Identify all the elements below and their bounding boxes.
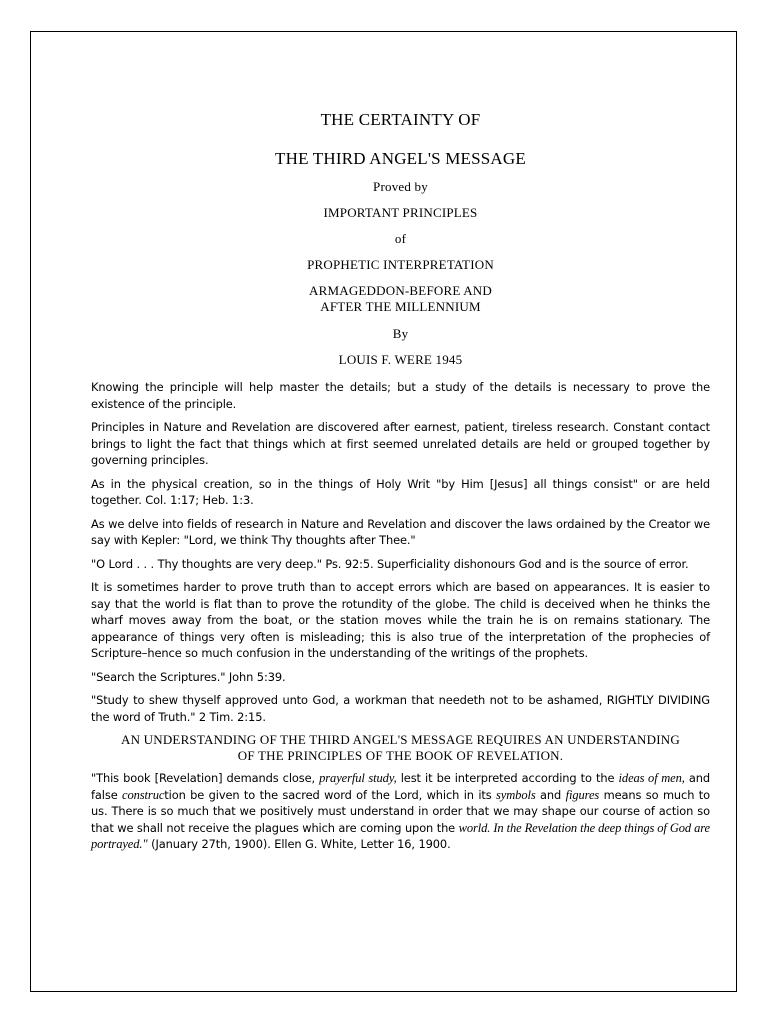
quote-citation: (January 27th, 1900). Ellen G. White, Letter 16, 1900. — [147, 837, 451, 851]
quote-text: "This book [Revelation] demands close, — [91, 771, 320, 785]
quote-italic: prayerful study, — [319, 771, 397, 785]
proved-by: Proved by — [373, 179, 428, 194]
byline-by: By — [392, 326, 409, 341]
document-content — [91, 110, 710, 860]
subtitle-armageddon — [91, 283, 710, 315]
section-heading — [91, 732, 710, 764]
paragraph: "Study to shew thyself approved unto God, a workman that needeth not to be ashamed, RIGHTLY DIVIDING the word of Truth." 2 Tim. 2:15. — [91, 693, 710, 724]
title-line-2: THE THIRD ANGEL'S MESSAGE — [275, 149, 526, 168]
quote-italic: construc — [122, 787, 165, 802]
quote-text: means so much to us. There is so much that we posi — [91, 787, 711, 818]
ellen-white-quote — [91, 770, 710, 853]
quote-text: tively must understand — [282, 804, 415, 818]
title-line-1: THE CERTAINTY OF — [320, 110, 481, 129]
subtitle-prophetic: PROPHETIC INTERPRETATION — [307, 257, 494, 272]
paragraph: "Search the Scriptures." John 5:39. — [91, 669, 286, 684]
section-heading-line-1: AN UNDERSTANDING OF THE THIRD ANGEL'S MESSAGE REQUIRES AN UNDERSTANDING — [121, 732, 680, 747]
page-border — [30, 31, 737, 992]
quote-italic: ideas of men, — [618, 771, 685, 785]
quote-text: and false — [91, 771, 710, 802]
quote-italic: figures — [565, 787, 600, 802]
paragraph: Principles in Nature and Revelation are discovered after earnest, patient, tireless research. Constant contact brings to light the fact that things which at first seemed unrelated details are held or grouped together by governing principles. — [91, 420, 710, 467]
subtitle-principles: IMPORTANT PRINCIPLES — [323, 205, 478, 220]
paragraph: As in the physical creation, so in the things of Holy Writ "by Him [Jesus] all things consist" or are held together. Col. 1:17; Heb. 1:3. — [91, 476, 710, 507]
author: LOUIS F. WERE 1945 — [338, 352, 463, 367]
quote-text: in order that we may shape our course of action so that we shall not receive the plagues which are coming upon the — [91, 804, 711, 835]
section-heading-line-2: OF THE PRINCIPLES OF THE BOOK OF REVELATION. — [237, 748, 564, 763]
quote-italic: world. In the Revelation the deep things of God are portrayed." — [91, 820, 710, 851]
paragraph: As we delve into fields of research in Nature and Revelation and discover the laws ordained by the Creator we say with Kepler: "Lord, we think Thy thoughts after Thee." — [91, 516, 710, 547]
subtitle-of: of — [394, 231, 407, 246]
subtitle-armageddon-line-2: AFTER THE MILLENNIUM — [320, 299, 481, 314]
paragraph: "O Lord . . . Thy thoughts are very deep." Ps. 92:5. Superficiality dishonours God and is the source of error. — [91, 556, 689, 571]
subtitle-armageddon-line-1: ARMAGEDDON-BEFORE AND — [309, 283, 492, 298]
quote-italic: symbols — [496, 787, 536, 802]
quote-text: tion be given to the sacred word of the Lord, which in its — [164, 787, 497, 802]
quote-text: lest it be interpreted according to the — [396, 771, 619, 785]
quote-text: and — [535, 787, 566, 802]
paragraph: Knowing the principle will help master the details; but a study of the details is necessary to prove the existence of the principle. — [91, 380, 710, 411]
paragraph: It is sometimes harder to prove truth than to accept errors which are based on appearances. It is easier to say that the world is flat than to prove the rotundity of the globe. The child is deceived when he thinks the wharf moves away from the boat, or the station moves while the train he is on remains stationary. The appearance of things very often is misleading; this is also true of the interpretation of the prophecies of Scripture–hence so much confusion in the understanding of the writings of the prophets. — [91, 580, 710, 660]
